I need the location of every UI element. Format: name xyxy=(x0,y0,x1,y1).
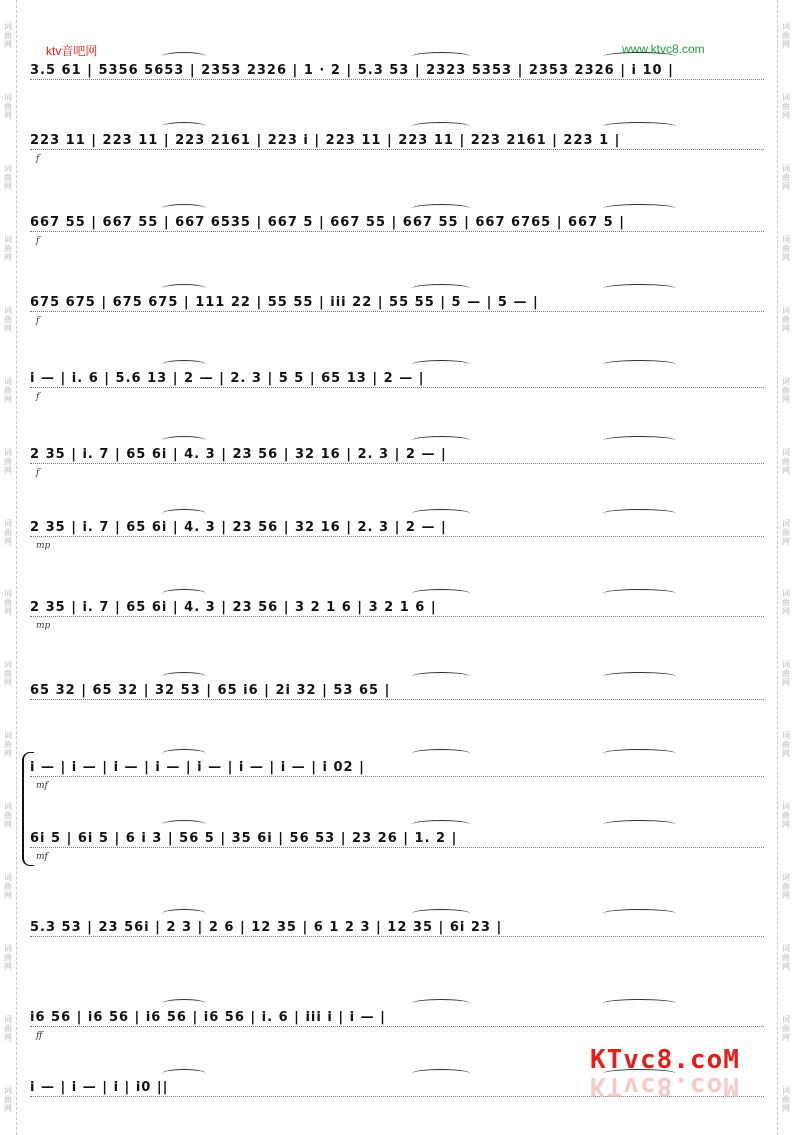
watermark-top-right: www.ktvc8.com xyxy=(622,42,705,56)
site-logo xyxy=(590,1045,740,1115)
margin-mark: 词曲网 xyxy=(781,873,791,901)
margin-mark: 词曲网 xyxy=(3,802,13,830)
underline-beam xyxy=(30,79,764,86)
score-line xyxy=(30,816,764,862)
margin-mark: 词曲网 xyxy=(781,305,791,333)
slur-mark xyxy=(162,284,206,293)
slur-mark xyxy=(412,1069,471,1078)
margin-mark: 词曲网 xyxy=(3,234,13,262)
margin-mark: 词曲网 xyxy=(3,944,13,972)
slur-mark xyxy=(603,749,676,758)
margin-mark: 词曲网 xyxy=(3,21,13,49)
slur-mark xyxy=(412,122,471,131)
score-line xyxy=(30,200,764,246)
margin-mark: 词曲网 xyxy=(3,518,13,546)
margin-mark: 词曲网 xyxy=(781,92,791,120)
slur-mark xyxy=(603,436,676,445)
margin-mark: 词曲网 xyxy=(3,1086,13,1114)
right-margin-strip xyxy=(777,0,794,1135)
slur-mark xyxy=(162,204,206,213)
underline-beam xyxy=(30,936,764,943)
slur-mark xyxy=(412,820,471,829)
slur-mark xyxy=(603,52,676,61)
slur-mark xyxy=(162,360,206,369)
slur-mark xyxy=(412,589,471,598)
dynamic-marking: f xyxy=(36,392,40,402)
underline-beam xyxy=(30,311,764,318)
margin-mark: 词曲网 xyxy=(781,447,791,475)
dynamic-marking: f xyxy=(36,236,40,246)
score-line-notes: 5.3 53 | 23 56i | 2 3 | 2 6 | 12 35 | 6 1 2 3 | 12 35 | 6i 23 | xyxy=(30,919,503,935)
score-line xyxy=(30,905,764,941)
score-line xyxy=(30,280,764,326)
margin-mark: 词曲网 xyxy=(3,163,13,191)
score-line xyxy=(30,432,764,478)
score-line-notes: 223 11 | 223 11 | 223 2161 | 223 i | 223 11 | 223 11 | 223 2161 | 223 1 | xyxy=(30,132,621,148)
margin-mark: 词曲网 xyxy=(3,660,13,688)
margin-mark: 词曲网 xyxy=(3,376,13,404)
score-line-notes: 675 675 | 675 675 | 111 22 | 55 55 | iii 22 | 55 55 | 5 — | 5 — | xyxy=(30,294,539,310)
margin-mark: 词曲网 xyxy=(3,447,13,475)
margin-mark: 词曲网 xyxy=(781,163,791,191)
margin-mark: 词曲网 xyxy=(781,802,791,830)
margin-mark: 词曲网 xyxy=(3,1015,13,1043)
margin-mark: 词曲网 xyxy=(781,944,791,972)
score-line xyxy=(30,745,764,791)
left-margin-strip xyxy=(0,0,17,1135)
margin-mark: 词曲网 xyxy=(3,92,13,120)
score-line xyxy=(30,505,764,551)
slur-mark xyxy=(603,509,676,518)
slur-mark xyxy=(162,820,206,829)
score-line-notes: 2 35 | i. 7 | 65 6i | 4. 3 | 23 56 | 32 16 | 2. 3 | 2 — | xyxy=(30,519,447,535)
dynamic-marking: mp xyxy=(36,621,51,631)
margin-mark: 词曲网 xyxy=(781,518,791,546)
dynamic-marking: f xyxy=(36,316,40,326)
dynamic-marking: mp xyxy=(36,541,51,551)
slur-mark xyxy=(412,749,471,758)
slur-mark xyxy=(603,820,676,829)
underline-beam xyxy=(30,616,764,623)
margin-mark: 词曲网 xyxy=(3,589,13,617)
score-line xyxy=(30,356,764,402)
score-line xyxy=(30,585,764,631)
underline-beam xyxy=(30,463,764,470)
slur-mark xyxy=(162,672,206,681)
score-line xyxy=(30,118,764,164)
underline-beam xyxy=(30,387,764,394)
logo-reflection: KTvc8.coM xyxy=(590,1071,740,1101)
score-line-notes: i — | i — | i — | i — | i — | i — | i — | i 02 | xyxy=(30,759,365,775)
margin-mark: 词曲网 xyxy=(781,660,791,688)
slur-mark xyxy=(162,122,206,131)
underline-beam xyxy=(30,847,764,854)
score-line-notes: 2 35 | i. 7 | 65 6i | 4. 3 | 23 56 | 3 2 1 6 | 3 2 1 6 | xyxy=(30,599,437,615)
score-line-notes: 6i 5 | 6i 5 | 6 i 3 | 56 5 | 35 6i | 56 53 | 23 26 | 1. 2 | xyxy=(30,830,458,846)
slur-mark xyxy=(603,122,676,131)
dynamic-marking: f xyxy=(36,154,40,164)
slur-mark xyxy=(412,999,471,1008)
score-line-notes: i6 56 | i6 56 | i6 56 | i6 56 | i. 6 | iii i | i — | xyxy=(30,1009,386,1025)
margin-mark: 词曲网 xyxy=(781,234,791,262)
margin-mark: 词曲网 xyxy=(781,589,791,617)
slur-mark xyxy=(603,999,676,1008)
system-brace xyxy=(22,752,34,866)
slur-mark xyxy=(162,1069,206,1078)
slur-mark xyxy=(162,999,206,1008)
slur-mark xyxy=(162,52,206,61)
score-line-notes: i — | i. 6 | 5.6 13 | 2 — | 2. 3 | 5 5 | 65 13 | 2 — | xyxy=(30,370,425,386)
dynamic-marking: ff xyxy=(36,1031,43,1041)
margin-mark: 词曲网 xyxy=(781,1015,791,1043)
dynamic-marking: mf xyxy=(36,852,48,862)
underline-beam xyxy=(30,1026,764,1033)
margin-mark: 词曲网 xyxy=(781,21,791,49)
slur-mark xyxy=(603,909,676,918)
score-line-notes: i — | i — | i | i0 || xyxy=(30,1079,169,1095)
slur-mark xyxy=(412,284,471,293)
margin-mark: 词曲网 xyxy=(3,873,13,901)
score-line-notes: 3.5 61 | 5356 5653 | 2353 2326 | 1 · 2 | 5.3 53 | 2323 5353 | 2353 2326 | i 10 | xyxy=(30,62,674,78)
score-line xyxy=(30,48,764,84)
slur-mark xyxy=(603,589,676,598)
slur-mark xyxy=(162,749,206,758)
slur-mark xyxy=(603,204,676,213)
slur-mark xyxy=(412,360,471,369)
slur-mark xyxy=(603,360,676,369)
slur-mark xyxy=(412,909,471,918)
slur-mark xyxy=(412,509,471,518)
underline-beam xyxy=(30,149,764,156)
score-line-notes: 65 32 | 65 32 | 32 53 | 65 i6 | 2i 32 | 53 65 | xyxy=(30,682,391,698)
margin-mark: 词曲网 xyxy=(3,305,13,333)
slur-mark xyxy=(412,52,471,61)
slur-mark xyxy=(162,436,206,445)
score-line-notes: 2 35 | i. 7 | 65 6i | 4. 3 | 23 56 | 32 16 | 2. 3 | 2 — | xyxy=(30,446,447,462)
watermark-top-left: ktv音吧网 xyxy=(46,44,98,58)
underline-beam xyxy=(30,231,764,238)
logo-text: KTvc8.coM xyxy=(590,1045,740,1075)
margin-mark: 词曲网 xyxy=(781,376,791,404)
underline-beam xyxy=(30,536,764,543)
dynamic-marking: f xyxy=(36,468,40,478)
score-line xyxy=(30,668,764,704)
slur-mark xyxy=(162,589,206,598)
score-line-notes: 667 55 | 667 55 | 667 6535 | 667 5 | 667 55 | 667 55 | 667 6765 | 667 5 | xyxy=(30,214,625,230)
slur-mark xyxy=(412,204,471,213)
score-line xyxy=(30,995,764,1041)
slur-mark xyxy=(162,509,206,518)
slur-mark xyxy=(412,672,471,681)
margin-mark: 词曲网 xyxy=(3,731,13,759)
slur-mark xyxy=(412,436,471,445)
dynamic-marking: mf xyxy=(36,781,48,791)
slur-mark xyxy=(162,909,206,918)
slur-mark xyxy=(603,672,676,681)
margin-mark: 词曲网 xyxy=(781,731,791,759)
slur-mark xyxy=(603,284,676,293)
underline-beam xyxy=(30,699,764,706)
margin-mark: 词曲网 xyxy=(781,1086,791,1114)
underline-beam xyxy=(30,776,764,783)
